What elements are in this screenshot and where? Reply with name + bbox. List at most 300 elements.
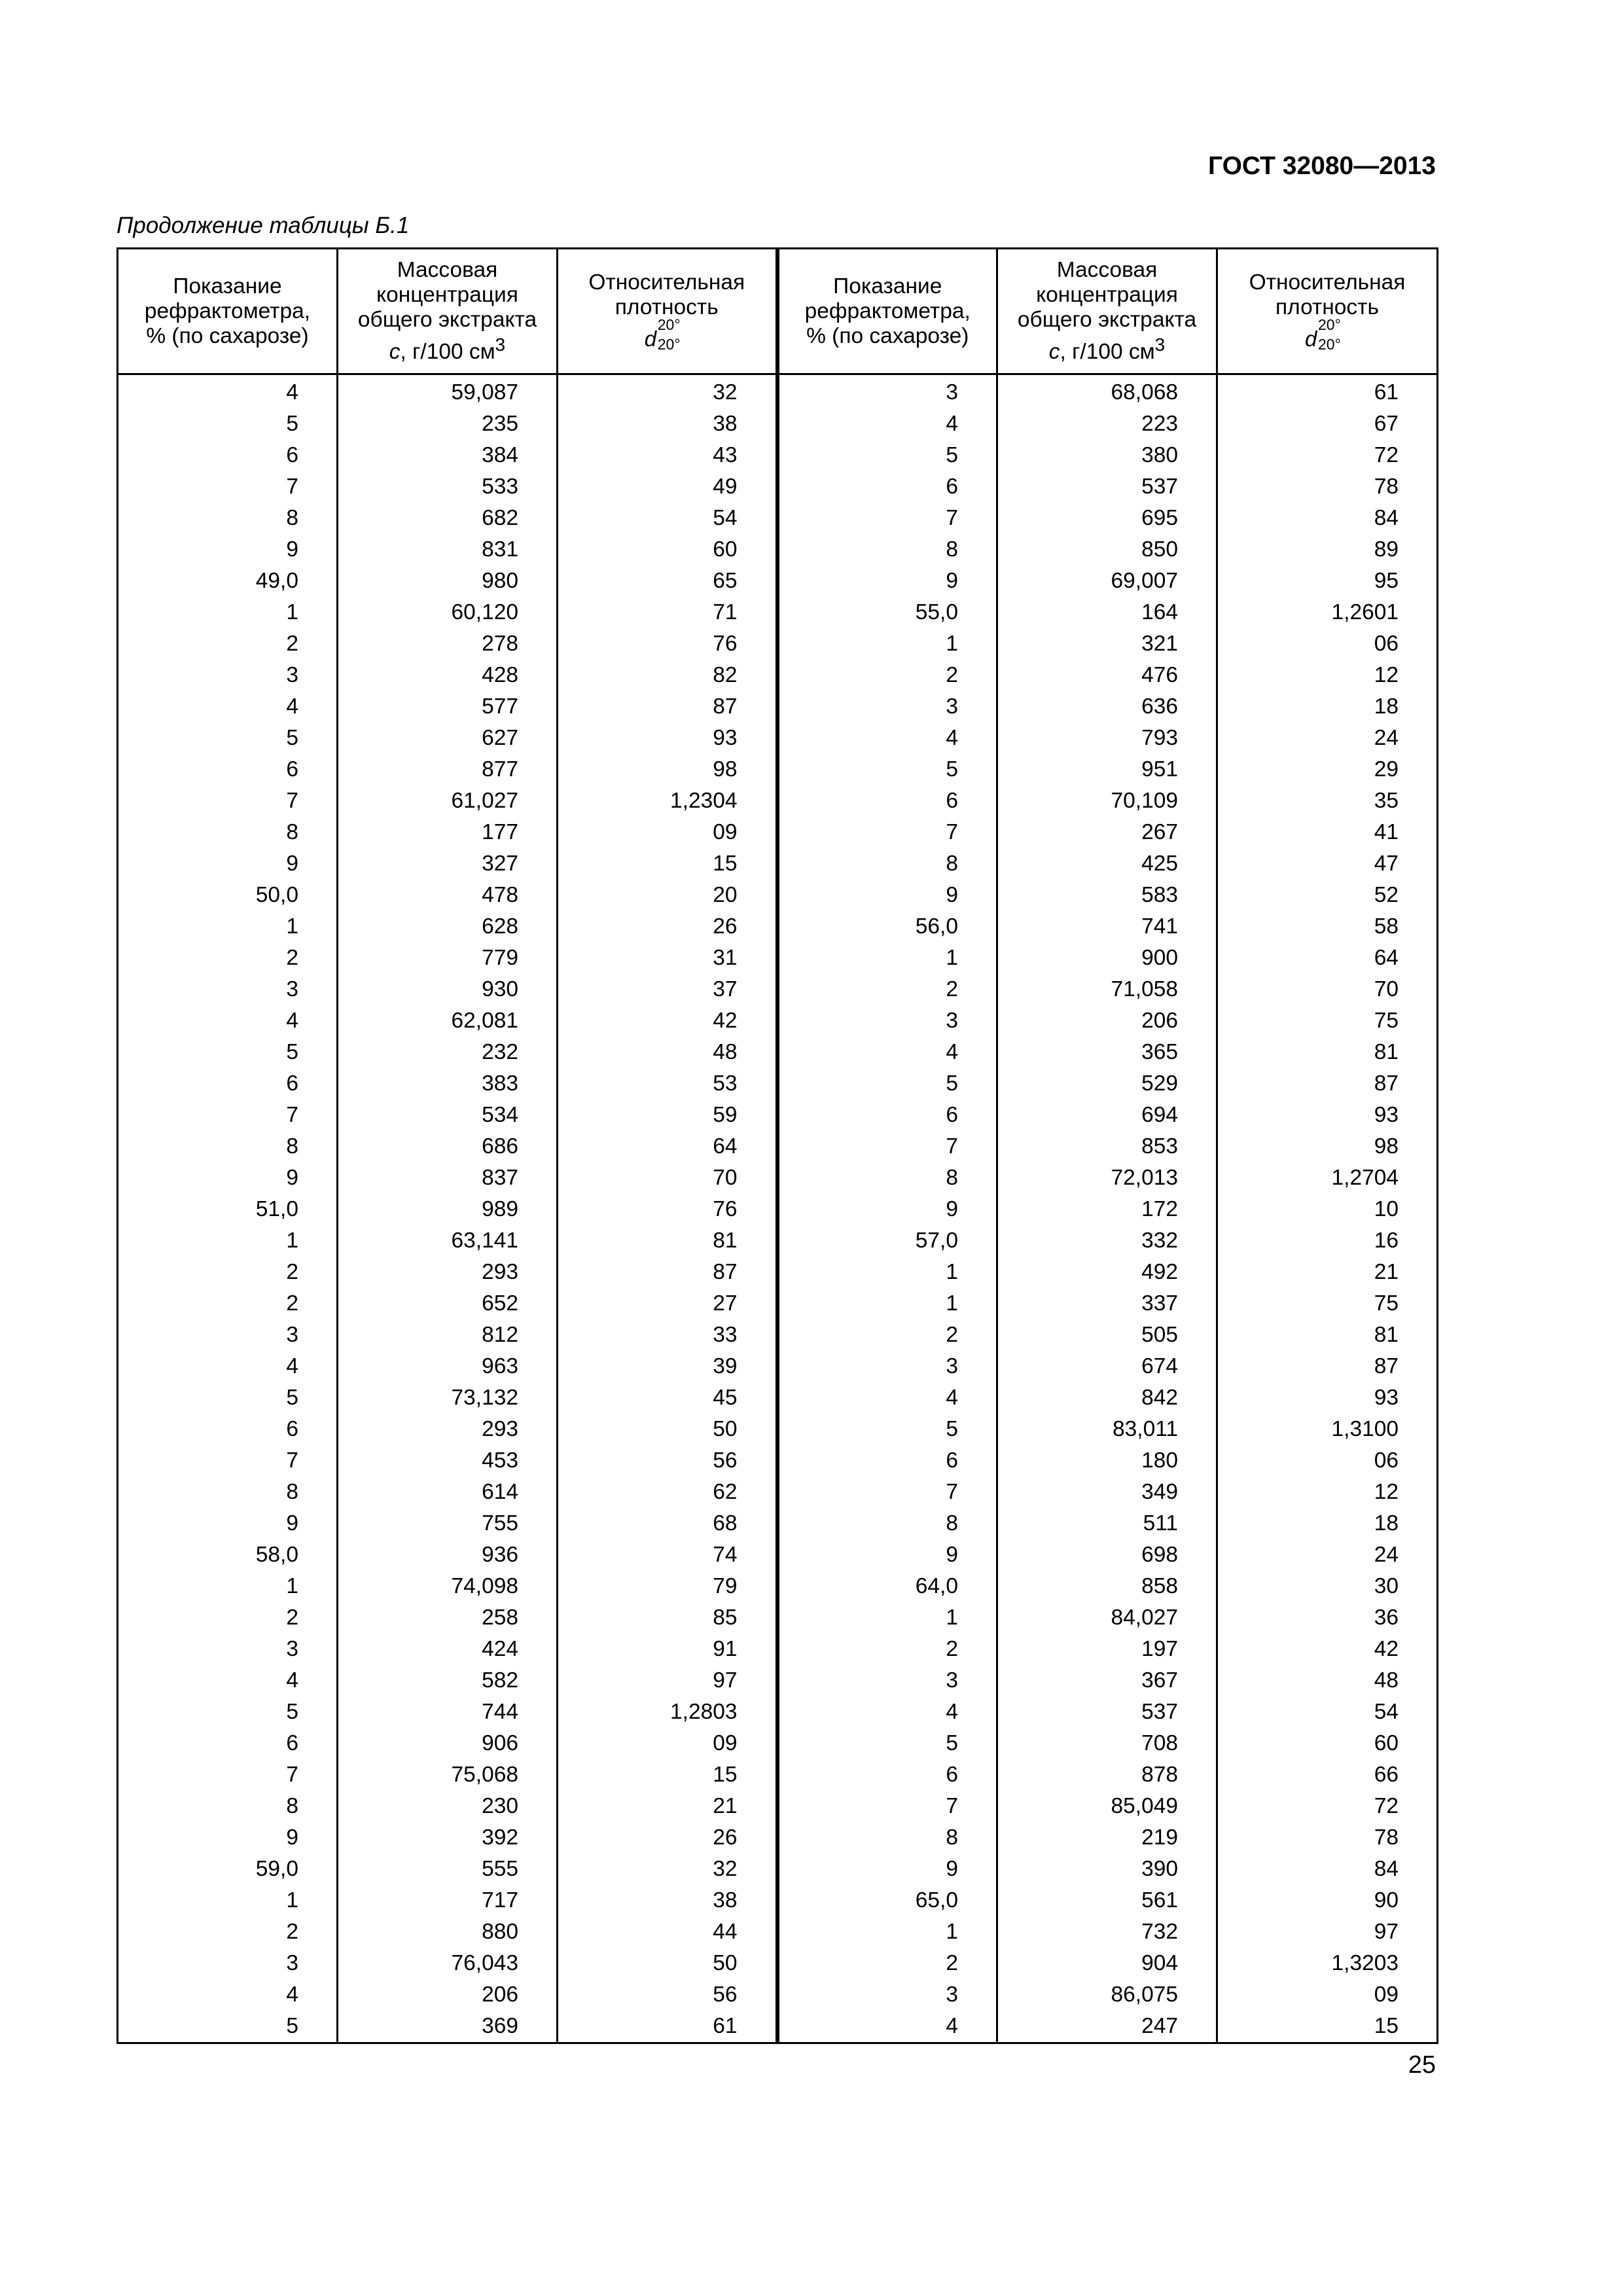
cell-density: 48 (1217, 1665, 1438, 1696)
table-row (118, 1100, 1438, 1131)
cell-concentration: 582 (338, 1665, 558, 1696)
table-header (118, 249, 1438, 374)
cell-density: 60 (1217, 1728, 1438, 1759)
header-refr-line3: % (по сахарозе) (146, 323, 309, 348)
cell-concentration: 85,049 (997, 1791, 1217, 1822)
cell-refractometer: 5 (777, 1728, 997, 1759)
cell-concentration: 223 (997, 408, 1217, 440)
cell-density: 10 (1217, 1194, 1438, 1225)
cell-refractometer: 2 (118, 1288, 338, 1319)
cell-concentration: 793 (997, 723, 1217, 754)
cell-refractometer: 9 (777, 880, 997, 911)
cell-density: 70 (558, 1162, 777, 1194)
cell-density: 78 (1217, 1822, 1438, 1854)
cell-refractometer: 4 (118, 1665, 338, 1696)
cell-concentration: 850 (997, 534, 1217, 565)
cell-refractometer: 6 (118, 1414, 338, 1445)
cell-concentration: 708 (997, 1728, 1217, 1759)
cell-refractometer: 49,0 (118, 565, 338, 597)
cell-refractometer: 1 (118, 911, 338, 942)
cell-concentration: 980 (338, 565, 558, 597)
cell-refractometer: 2 (777, 1319, 997, 1351)
cell-density: 1,2304 (558, 785, 777, 817)
cell-refractometer: 2 (118, 1916, 338, 1948)
cell-refractometer: 8 (777, 1508, 997, 1539)
table-row (118, 471, 1438, 503)
cell-density: 24 (1217, 723, 1438, 754)
table-row (118, 534, 1438, 565)
cell-density: 06 (1217, 1445, 1438, 1477)
cell-density: 89 (1217, 534, 1438, 565)
header-refr-line2: рефрактометра, (144, 298, 311, 323)
cell-refractometer: 6 (777, 1759, 997, 1791)
cell-refractometer: 2 (777, 660, 997, 691)
cell-concentration: 627 (338, 723, 558, 754)
cell-density: 18 (1217, 691, 1438, 723)
table-row (118, 1068, 1438, 1100)
cell-concentration: 384 (338, 440, 558, 471)
cell-concentration: 741 (997, 911, 1217, 942)
density-symbol (644, 315, 689, 353)
cell-refractometer: 50,0 (118, 880, 338, 911)
cell-concentration: 842 (997, 1382, 1217, 1414)
table-row (118, 440, 1438, 471)
cell-density: 15 (1217, 2011, 1438, 2043)
cell-density: 53 (558, 1068, 777, 1100)
table-row (118, 660, 1438, 691)
cell-refractometer: 7 (118, 471, 338, 503)
cell-density: 24 (1217, 1539, 1438, 1571)
cell-refractometer: 7 (118, 1100, 338, 1131)
cell-density: 47 (1217, 848, 1438, 880)
header-conc-var: c (1048, 340, 1060, 365)
table-row (118, 1665, 1438, 1696)
cell-concentration: 674 (997, 1351, 1217, 1382)
header-refr-line1: Показание (173, 274, 282, 298)
table-row (118, 1602, 1438, 1634)
cell-density: 32 (558, 1854, 777, 1885)
cell-concentration: 180 (997, 1445, 1217, 1477)
cell-refractometer: 8 (118, 1477, 338, 1508)
cell-concentration: 71,058 (997, 974, 1217, 1005)
cell-refractometer: 7 (777, 1131, 997, 1162)
cell-concentration: 533 (338, 471, 558, 503)
cell-refractometer: 4 (118, 374, 338, 409)
header-conc-line3: общего экстракта (1017, 307, 1197, 332)
table-row (118, 942, 1438, 974)
cell-concentration: 936 (338, 1539, 558, 1571)
cell-concentration: 511 (997, 1508, 1217, 1539)
cell-refractometer: 6 (777, 1100, 997, 1131)
table-row (118, 374, 1438, 409)
cell-refractometer: 2 (777, 974, 997, 1005)
cell-refractometer: 5 (118, 2011, 338, 2043)
cell-refractometer: 3 (777, 1665, 997, 1696)
cell-density: 1,2601 (1217, 597, 1438, 628)
cell-refractometer: 8 (777, 1822, 997, 1854)
cell-refractometer: 7 (118, 1445, 338, 1477)
cell-concentration: 86,075 (997, 1979, 1217, 2011)
cell-density: 33 (558, 1319, 777, 1351)
cell-refractometer: 3 (118, 974, 338, 1005)
cell-concentration: 779 (338, 942, 558, 974)
table-row (118, 974, 1438, 1005)
header-refr-line2: рефрактометра, (804, 298, 971, 323)
cell-concentration: 853 (997, 1131, 1217, 1162)
cell-refractometer: 59,0 (118, 1854, 338, 1885)
cell-density: 30 (1217, 1571, 1438, 1602)
cell-density: 26 (558, 911, 777, 942)
cell-concentration: 831 (338, 534, 558, 565)
cell-density: 26 (558, 1822, 777, 1854)
cell-refractometer: 4 (118, 1979, 338, 2011)
cell-concentration: 694 (997, 1100, 1217, 1131)
density-symbol (1305, 315, 1349, 353)
header-conc-exp: 3 (1154, 334, 1166, 355)
cell-density: 45 (558, 1382, 777, 1414)
cell-concentration: 686 (338, 1131, 558, 1162)
header-concentration-left (338, 249, 558, 374)
table-row (118, 1948, 1438, 1979)
cell-density: 09 (558, 1728, 777, 1759)
cell-refractometer: 1 (118, 1571, 338, 1602)
cell-concentration: 349 (997, 1477, 1217, 1508)
cell-density: 72 (1217, 440, 1438, 471)
table-row (118, 691, 1438, 723)
cell-refractometer: 3 (118, 1948, 338, 1979)
cell-refractometer: 4 (777, 1037, 997, 1068)
header-conc-line1: Массовая (397, 257, 498, 282)
table-row (118, 1728, 1438, 1759)
table-row (118, 1131, 1438, 1162)
cell-density: 97 (558, 1665, 777, 1696)
table-row (118, 628, 1438, 660)
cell-refractometer: 4 (777, 723, 997, 754)
cell-refractometer: 6 (118, 1068, 338, 1100)
cell-refractometer: 2 (777, 1634, 997, 1665)
cell-concentration: 63,141 (338, 1225, 558, 1257)
cell-refractometer: 4 (777, 1382, 997, 1414)
cell-concentration: 337 (997, 1288, 1217, 1319)
cell-concentration: 247 (997, 2011, 1217, 2043)
cell-concentration: 69,007 (997, 565, 1217, 597)
cell-density: 87 (1217, 1068, 1438, 1100)
cell-refractometer: 3 (118, 1634, 338, 1665)
cell-concentration: 904 (997, 1948, 1217, 1979)
cell-concentration: 695 (997, 503, 1217, 534)
cell-refractometer: 3 (118, 1319, 338, 1351)
cell-density: 95 (1217, 565, 1438, 597)
cell-refractometer: 6 (118, 754, 338, 785)
table-row (118, 1508, 1438, 1539)
cell-concentration: 900 (997, 942, 1217, 974)
cell-refractometer: 1 (777, 1257, 997, 1288)
cell-concentration: 529 (997, 1068, 1217, 1100)
cell-density: 74 (558, 1539, 777, 1571)
cell-density: 81 (558, 1225, 777, 1257)
cell-concentration: 197 (997, 1634, 1217, 1665)
cell-concentration: 230 (338, 1791, 558, 1822)
cell-concentration: 812 (338, 1319, 558, 1351)
cell-refractometer: 9 (777, 1854, 997, 1885)
table-row (118, 408, 1438, 440)
table-row (118, 1288, 1438, 1319)
cell-concentration: 583 (997, 880, 1217, 911)
cell-density: 21 (1217, 1257, 1438, 1288)
density-superscript: 20° (657, 315, 681, 333)
table-row (118, 754, 1438, 785)
density-subscript: 20° (657, 335, 681, 353)
cell-refractometer: 2 (118, 942, 338, 974)
cell-concentration: 321 (997, 628, 1217, 660)
cell-refractometer: 9 (118, 1822, 338, 1854)
cell-concentration: 75,068 (338, 1759, 558, 1791)
cell-concentration: 369 (338, 2011, 558, 2043)
cell-density: 58 (1217, 911, 1438, 942)
cell-refractometer: 1 (118, 1885, 338, 1916)
cell-refractometer: 7 (777, 1791, 997, 1822)
cell-concentration: 60,120 (338, 597, 558, 628)
cell-concentration: 537 (997, 471, 1217, 503)
cell-concentration: 755 (338, 1508, 558, 1539)
cell-refractometer: 5 (777, 440, 997, 471)
cell-concentration: 61,027 (338, 785, 558, 817)
table-row (118, 880, 1438, 911)
cell-density: 1,3100 (1217, 1414, 1438, 1445)
cell-refractometer: 9 (118, 848, 338, 880)
cell-density: 87 (558, 1257, 777, 1288)
cell-refractometer: 1 (777, 1916, 997, 1948)
cell-refractometer: 8 (118, 1791, 338, 1822)
cell-refractometer: 9 (118, 1508, 338, 1539)
cell-concentration: 555 (338, 1854, 558, 1885)
cell-refractometer: 2 (118, 1257, 338, 1288)
table-row (118, 1037, 1438, 1068)
cell-concentration: 534 (338, 1100, 558, 1131)
cell-density: 72 (1217, 1791, 1438, 1822)
table-row (118, 1225, 1438, 1257)
cell-concentration: 877 (338, 754, 558, 785)
page-number: 25 (1408, 2051, 1436, 2079)
cell-density: 48 (558, 1037, 777, 1068)
cell-refractometer: 7 (777, 503, 997, 534)
cell-refractometer: 2 (118, 628, 338, 660)
table-row (118, 1351, 1438, 1382)
table-row (118, 1414, 1438, 1445)
cell-refractometer: 56,0 (777, 911, 997, 942)
header-refr-line1: Показание (833, 274, 942, 298)
cell-concentration: 70,109 (997, 785, 1217, 817)
cell-concentration: 476 (997, 660, 1217, 691)
cell-refractometer: 7 (118, 785, 338, 817)
cell-concentration: 72,013 (997, 1162, 1217, 1194)
cell-density: 70 (1217, 974, 1438, 1005)
cell-concentration: 636 (997, 691, 1217, 723)
cell-density: 44 (558, 1916, 777, 1948)
table-row (118, 817, 1438, 848)
cell-refractometer: 3 (118, 660, 338, 691)
cell-density: 93 (1217, 1382, 1438, 1414)
cell-density: 38 (558, 1885, 777, 1916)
cell-concentration: 732 (997, 1916, 1217, 1948)
cell-refractometer: 6 (777, 785, 997, 817)
table-row (118, 1445, 1438, 1477)
cell-refractometer: 5 (118, 1382, 338, 1414)
cell-concentration: 76,043 (338, 1948, 558, 1979)
cell-concentration: 390 (997, 1854, 1217, 1885)
cell-density: 12 (1217, 660, 1438, 691)
cell-density: 27 (558, 1288, 777, 1319)
cell-density: 1,2803 (558, 1696, 777, 1728)
cell-density: 90 (1217, 1885, 1438, 1916)
cell-concentration: 365 (997, 1037, 1217, 1068)
cell-concentration: 73,132 (338, 1382, 558, 1414)
cell-density: 79 (558, 1571, 777, 1602)
cell-density: 60 (558, 534, 777, 565)
cell-refractometer: 5 (777, 1414, 997, 1445)
cell-refractometer: 9 (777, 1194, 997, 1225)
cell-concentration: 628 (338, 911, 558, 942)
cell-concentration: 59,087 (338, 374, 558, 409)
cell-refractometer: 4 (777, 408, 997, 440)
cell-density: 68 (558, 1508, 777, 1539)
cell-density: 91 (558, 1634, 777, 1665)
cell-refractometer: 8 (777, 1162, 997, 1194)
cell-density: 97 (1217, 1916, 1438, 1948)
cell-concentration: 478 (338, 880, 558, 911)
cell-refractometer: 2 (118, 1602, 338, 1634)
header-conc-line2: концентрация (376, 282, 518, 307)
header-conc-line2: концентрация (1036, 282, 1178, 307)
cell-density: 98 (558, 754, 777, 785)
cell-concentration: 878 (997, 1759, 1217, 1791)
cell-refractometer: 4 (777, 1696, 997, 1728)
cell-density: 93 (1217, 1100, 1438, 1131)
cell-refractometer: 1 (777, 628, 997, 660)
table-row (118, 1477, 1438, 1508)
cell-concentration: 930 (338, 974, 558, 1005)
cell-refractometer: 4 (777, 2011, 997, 2043)
cell-refractometer: 1 (118, 1225, 338, 1257)
cell-density: 31 (558, 942, 777, 974)
cell-refractometer: 3 (777, 691, 997, 723)
table-row (118, 1162, 1438, 1194)
cell-density: 66 (1217, 1759, 1438, 1791)
cell-density: 50 (558, 1414, 777, 1445)
cell-concentration: 698 (997, 1539, 1217, 1571)
cell-refractometer: 5 (118, 1037, 338, 1068)
cell-density: 15 (558, 848, 777, 880)
cell-refractometer: 6 (118, 440, 338, 471)
cell-concentration: 614 (338, 1477, 558, 1508)
cell-refractometer: 5 (777, 1068, 997, 1100)
table-row (118, 1319, 1438, 1351)
table-row (118, 785, 1438, 817)
cell-concentration: 164 (997, 597, 1217, 628)
cell-concentration: 392 (338, 1822, 558, 1854)
cell-concentration: 577 (338, 691, 558, 723)
table-row (118, 1257, 1438, 1288)
table-row (118, 1382, 1438, 1414)
table-row (118, 1854, 1438, 1885)
table-row (118, 503, 1438, 534)
cell-refractometer: 9 (777, 565, 997, 597)
cell-density: 85 (558, 1602, 777, 1634)
cell-density: 81 (1217, 1319, 1438, 1351)
cell-density: 87 (558, 691, 777, 723)
cell-refractometer: 8 (118, 1131, 338, 1162)
cell-concentration: 858 (997, 1571, 1217, 1602)
cell-refractometer: 8 (777, 534, 997, 565)
cell-density: 12 (1217, 1477, 1438, 1508)
cell-refractometer: 1 (777, 1288, 997, 1319)
cell-concentration: 172 (997, 1194, 1217, 1225)
cell-refractometer: 8 (777, 848, 997, 880)
cell-density: 50 (558, 1948, 777, 1979)
table-row (118, 2011, 1438, 2043)
header-density-right (1217, 249, 1438, 374)
cell-refractometer: 65,0 (777, 1885, 997, 1916)
cell-concentration: 380 (997, 440, 1217, 471)
cell-concentration: 837 (338, 1162, 558, 1194)
table-row (118, 1696, 1438, 1728)
cell-refractometer: 9 (777, 1539, 997, 1571)
cell-concentration: 206 (997, 1005, 1217, 1037)
table-row (118, 1822, 1438, 1854)
cell-density: 41 (1217, 817, 1438, 848)
cell-density: 32 (558, 374, 777, 409)
table-body (118, 374, 1438, 2043)
cell-density: 71 (558, 597, 777, 628)
table-row (118, 1791, 1438, 1822)
table-row (118, 597, 1438, 628)
cell-concentration: 989 (338, 1194, 558, 1225)
cell-concentration: 880 (338, 1916, 558, 1948)
cell-concentration: 293 (338, 1414, 558, 1445)
header-refractometer-right (777, 249, 997, 374)
cell-concentration: 383 (338, 1068, 558, 1100)
cell-refractometer: 8 (118, 817, 338, 848)
cell-density: 65 (558, 565, 777, 597)
header-dens-line2: плотность (1275, 295, 1379, 319)
cell-density: 09 (1217, 1979, 1438, 2011)
header-conc-exp: 3 (495, 334, 506, 355)
cell-concentration: 424 (338, 1634, 558, 1665)
cell-density: 84 (1217, 1854, 1438, 1885)
cell-density: 87 (1217, 1351, 1438, 1382)
cell-concentration: 963 (338, 1351, 558, 1382)
cell-concentration: 267 (997, 817, 1217, 848)
cell-density: 1,2704 (1217, 1162, 1438, 1194)
density-subscript: 20° (1318, 335, 1341, 353)
cell-refractometer: 6 (777, 471, 997, 503)
cell-density: 93 (558, 723, 777, 754)
cell-refractometer: 64,0 (777, 1571, 997, 1602)
header-dens-line2: плотность (615, 295, 719, 319)
cell-refractometer: 3 (777, 1351, 997, 1382)
cell-refractometer: 5 (118, 1696, 338, 1728)
cell-density: 1,3203 (1217, 1948, 1438, 1979)
cell-refractometer: 57,0 (777, 1225, 997, 1257)
cell-refractometer: 6 (777, 1445, 997, 1477)
cell-refractometer: 1 (777, 1602, 997, 1634)
cell-density: 76 (558, 1194, 777, 1225)
table-row (118, 1759, 1438, 1791)
table-row (118, 565, 1438, 597)
cell-density: 56 (558, 1979, 777, 2011)
cell-concentration: 717 (338, 1885, 558, 1916)
cell-refractometer: 4 (118, 691, 338, 723)
